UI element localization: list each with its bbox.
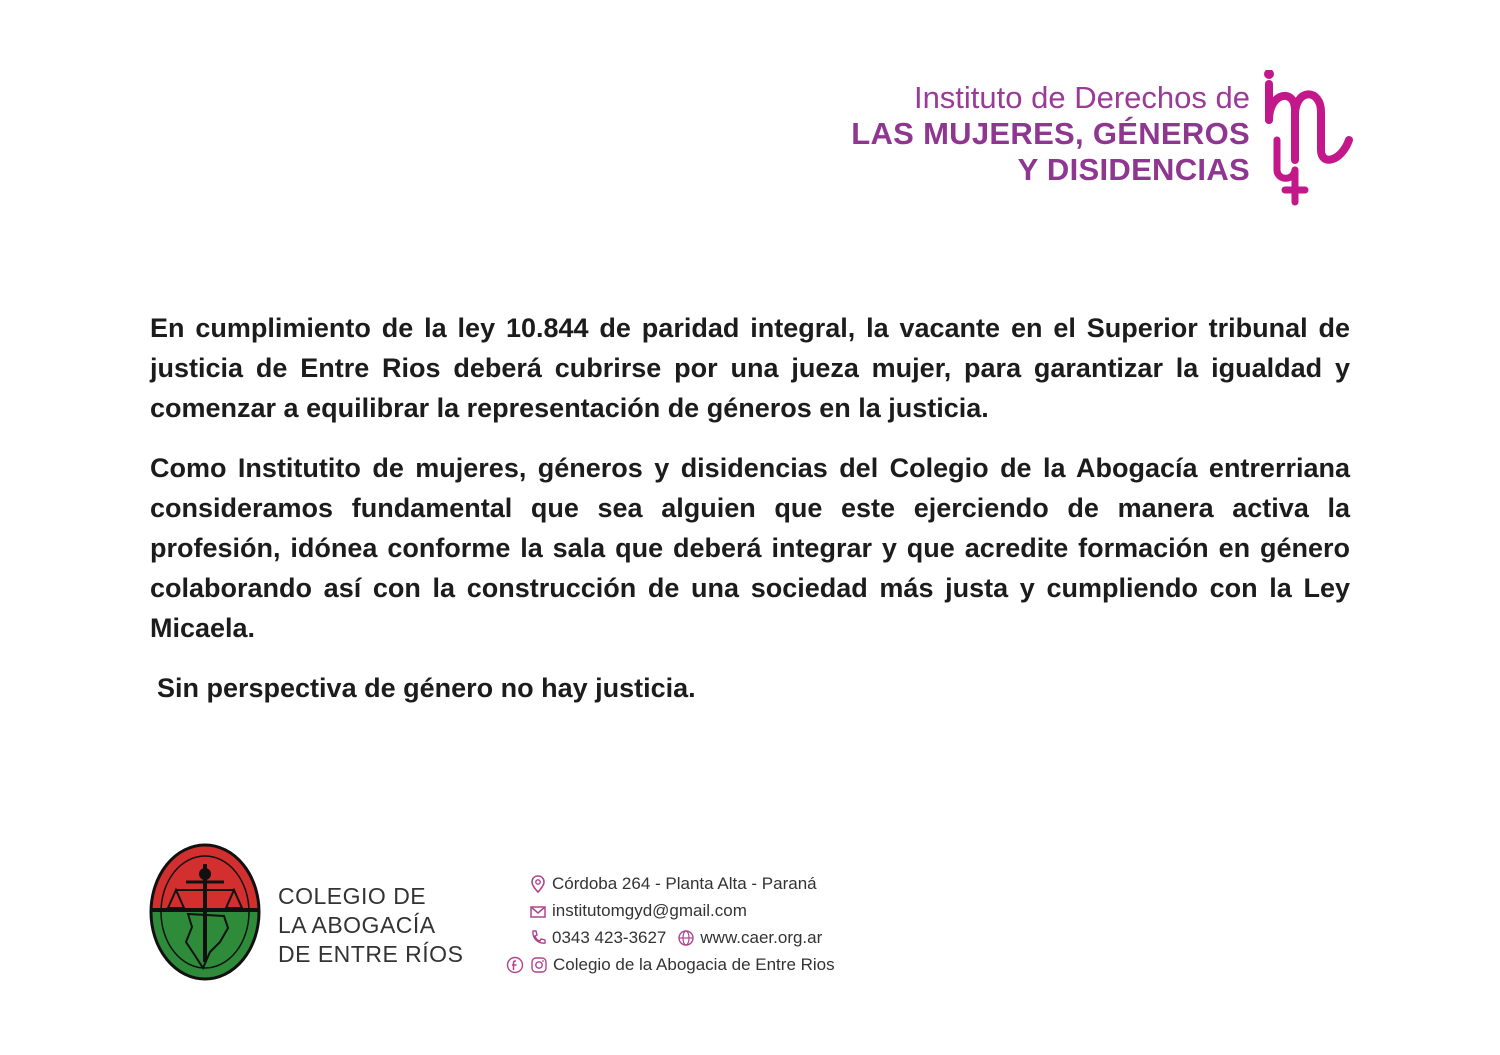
institute-name-line1: Instituto de Derechos de (913, 80, 1250, 115)
paragraph-2: Como Institutito de mujeres, géneros y disidencias del Colegio de la Abogacía entrerriana consideramos fundamental que sea alguien que este ejerciendo de manera activa la profesión, idónea conforme la sala que deberá integrar y que acredite formación en género colaborando así con la construcción de una sociedad más justa y cumpliendo con la Ley Micaela. (150, 453, 1350, 643)
colegio-name-line1: COLEGIO DE (278, 883, 427, 909)
contact-phone-row (505, 924, 835, 951)
phone-text[interactable]: 0343 423-3627 (552, 927, 667, 947)
location-icon (528, 874, 548, 894)
contact-email-row[interactable] (505, 897, 835, 924)
institute-name (851, 80, 1250, 188)
social-handle[interactable]: Colegio de la Abogacia de Entre Rios (553, 954, 835, 974)
website-group[interactable] (676, 928, 822, 948)
email-icon (528, 901, 548, 921)
phone-icon (528, 928, 548, 948)
statement-body (150, 308, 1350, 728)
email-link[interactable]: institutomgyd@gmail.com (552, 900, 747, 920)
facebook-icon[interactable] (505, 955, 525, 975)
globe-icon (676, 928, 696, 948)
institute-name-line2: LAS MUJERES, GÉNEROS (851, 116, 1250, 151)
institute-monogram-icon (1255, 70, 1355, 210)
colegio-name (278, 882, 463, 969)
colegio-seal-icon (148, 842, 263, 982)
institute-name-line3: Y DISIDENCIAS (1017, 152, 1250, 187)
contact-info (505, 870, 835, 978)
paragraph-1: En cumplimiento de la ley 10.844 de paridad integral, la vacante en el Superior tribunal de justicia de Entre Rios deberá cubrirse por una jueza mujer, para garantizar la igualdad y comenzar a equilibrar la representación de géneros en la justicia. (150, 313, 1350, 423)
colegio-name-line3: DE ENTRE RÍOS (278, 941, 464, 967)
contact-address-row (505, 870, 835, 897)
colegio-name-line2: LA ABOGACÍA (278, 912, 436, 938)
instagram-icon[interactable] (529, 955, 549, 975)
institute-logo (815, 70, 1355, 210)
closing-statement: Sin perspectiva de género no hay justicia. (157, 673, 696, 703)
address-text: Córdoba 264 - Planta Alta - Paraná (552, 873, 817, 893)
contact-social-row[interactable] (505, 951, 835, 978)
website-link[interactable]: www.caer.org.ar (700, 927, 823, 947)
